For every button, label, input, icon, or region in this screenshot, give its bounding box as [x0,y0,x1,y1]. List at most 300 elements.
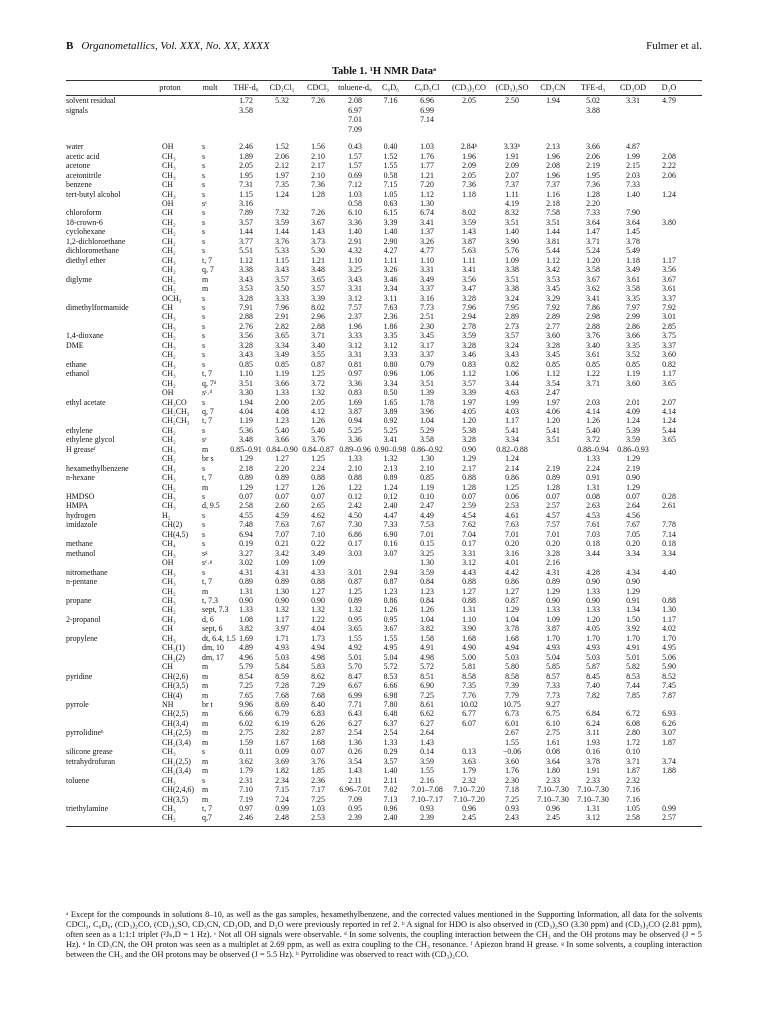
shift-cell: 7.16 [626,794,640,804]
shift-cell [653,587,685,596]
shift-cell: 1.88 [662,766,676,776]
table-row [66,284,702,293]
shift-cell: 0.20 [546,539,560,549]
shift-cell: 5.01 [348,652,362,662]
shift-cell: 1.20 [586,614,600,624]
shift-cell: 3.57 [239,217,253,227]
row-pad [685,416,702,425]
shift-cell: 3.92 [626,624,640,634]
table-row [66,96,702,106]
shift-cell: 7.15 [275,785,289,795]
shift-cell: 1.96 [546,151,560,161]
shift-cell [491,106,533,115]
compound-cell: imidazole [66,520,98,530]
shift-cell: 2.91 [348,236,362,246]
shift-cell: 2.12 [275,161,289,171]
shift-cell: 4.96 [239,652,253,662]
row-pad [685,709,702,718]
shift-cell: 4.62 [311,510,325,520]
shift-cell: 3.01 [348,567,362,577]
shift-cell: 7.35 [462,681,476,691]
shift-cell: 7.13 [383,794,398,804]
shift-cell: 7.90 [626,208,640,218]
proton-cell: CH₃ [162,444,176,454]
column-header: CDCl₃ [300,81,336,96]
shift-cell: 1.95 [586,170,600,180]
shift-cell: 2.33 [546,775,560,785]
shift-cell: 2.11 [383,775,398,785]
shift-cell: 3.59 [462,331,476,341]
row-pad [685,643,702,652]
mult-cell [192,125,228,134]
mult-cell: sᶜ [202,198,208,208]
shift-cell: 2.30 [505,775,519,785]
shift-cell [374,558,407,567]
mult-cell: s [202,246,206,256]
shift-cell: 7.96 [462,302,476,312]
mult-cell: s [202,425,206,435]
shift-cell: 3.58 [626,284,640,294]
mult-cell: s [202,180,206,190]
shift-cell: 1.70 [586,633,600,643]
shift-cell: 0.84–0.90 [266,444,298,454]
proton-cell: CH₃ [162,340,176,350]
shift-cell: 3.71 [586,378,600,388]
shift-cell: 3.51 [239,378,253,388]
row-pad [685,331,702,340]
shift-cell: 0.91 [626,596,640,606]
shift-cell [653,199,685,208]
shift-cell: 1.04 [420,614,434,624]
row-pad [685,681,702,690]
row-pad [685,464,702,473]
shift-cell: 3.66 [275,435,289,445]
shift-cell: 1.30 [420,454,434,464]
shift-cell: 1.87 [626,766,640,776]
shift-cell: 7.96 [275,302,289,312]
compound-cell [66,624,148,633]
shift-cell: 3.39 [383,217,398,227]
shift-cell: 6.96–7.01 [339,785,371,795]
shift-cell: 0.63 [383,198,398,208]
shift-cell: 7.01 [505,529,519,539]
table-row [66,237,702,246]
mult-cell: sept, 7.3 [202,605,229,615]
mult-cell: s [202,747,206,757]
shift-cell: 3.33 [275,293,289,303]
mult-cell [192,115,228,124]
proton-cell: CH [162,208,173,218]
shift-cell: 4.31 [239,567,253,577]
shift-cell: 1.97 [462,397,476,407]
shift-cell: 1.30 [275,586,289,596]
shift-cell: 5.40 [311,425,325,435]
table-row [66,605,702,614]
shift-cell: 3.31 [348,284,362,294]
shift-cell [653,106,685,115]
shift-cell: 0.10 [420,492,434,502]
row-pad [685,379,702,388]
shift-cell: 0.85 [626,359,640,369]
table-row [66,180,702,189]
compound-cell: tetrahydrofuran [66,756,116,766]
shift-cell: 1.19 [275,369,289,379]
shift-cell: 3.82 [420,624,434,634]
compound-cell: n-pentane [66,577,98,587]
shift-cell: 1.17 [505,416,519,426]
compound-cell [66,350,148,359]
shift-cell: 7.76 [462,690,476,700]
shift-cell: 0.19 [239,539,253,549]
shift-cell: 3.49 [626,265,640,275]
shift-cell: 2.90 [383,236,398,246]
mult-cell: m [202,718,209,728]
shift-cell: 7.33 [383,520,398,530]
shift-cell: 8.53 [626,671,640,681]
shift-cell: 1.57 [348,151,362,161]
shift-cell: 7.16 [383,96,398,106]
proton-cell [148,106,192,115]
compound-cell [66,587,148,596]
shift-cell: 0.79 [420,359,434,369]
shift-cell [653,464,685,473]
shift-cell: 0.93 [420,803,434,813]
shift-cell [653,700,685,709]
row-pad [685,237,702,246]
compound-cell: 2-propanol [66,614,101,624]
mult-cell: s [202,236,206,246]
table-row [66,227,702,236]
table-row [66,719,702,728]
shift-cell: 4.56 [626,510,640,520]
compound-cell: signals [66,105,88,115]
proton-cell: CH₃ [162,359,176,369]
table-row [66,398,702,407]
shift-cell: 1.11 [505,189,519,199]
shift-cell: 2.01 [626,397,640,407]
shift-cell: 3.75 [662,331,676,341]
shift-cell: 3.36 [348,435,362,445]
shift-cell: 5.49 [626,246,640,256]
shift-cell: 2.39 [336,813,374,826]
proton-cell: CH₂(2) [162,652,185,662]
shift-cell: 1.55 [383,161,398,171]
shift-cell: 7.02 [383,785,398,795]
shift-cell: 3.40 [586,340,600,350]
shift-cell: 7.37 [546,180,560,190]
mult-cell: m [202,671,209,681]
shift-cell: 3.28 [239,340,253,350]
mult-cell: q, 7 [202,265,214,275]
table-title: Table 1. ¹H NMR Dataᵃ [331,66,437,77]
shift-cell: 3.60 [505,756,519,766]
row-pad [685,171,702,180]
shift-cell: 1.28 [546,482,560,492]
shift-cell: 7.44 [626,681,640,691]
shift-cell: 3.97 [275,624,289,634]
shift-cell: 1.25 [348,586,362,596]
shift-cell: 4.94 [505,643,519,653]
shift-cell: 1.68 [311,737,325,747]
shift-cell: 2.82 [275,321,289,331]
table-row [66,218,702,227]
compound-cell: pyrrolidineʰ [66,728,104,738]
shift-cell: 1.33 [546,605,560,615]
shift-cell: 0.80 [383,359,398,369]
shift-cell: 2.06 [586,151,600,161]
shift-cell: 7.33 [626,180,640,190]
row-pad [685,691,702,700]
proton-cell: CH₂(2,5) [162,756,191,766]
proton-cell [148,96,192,106]
shift-cell: 5.81 [462,662,476,672]
shift-cell: 0.86 [505,577,519,587]
table-row [66,700,702,709]
table-row [66,125,702,134]
compound-cell: ethane [66,359,87,369]
shift-cell: 0.89–0.96 [339,444,371,454]
shift-cell: 1.23 [420,586,434,596]
shift-cell: 1.32 [311,605,325,615]
column-header: (CD₃)₂CO [447,81,491,96]
compound-cell [66,691,148,700]
shift-cell: 4.87 [626,142,640,152]
shift-cell: 0.07 [311,747,325,757]
table-row [66,558,702,567]
row-pad [685,312,702,321]
shift-cell: 7.36 [311,180,325,190]
compound-cell: hexamethylbenzene [66,463,129,473]
mult-cell: s [202,189,206,199]
shift-cell: 2.32 [462,775,476,785]
shift-cell: 0.50 [383,388,398,398]
shift-cell: 2.82 [275,728,289,738]
shift-cell: 7.92 [662,302,676,312]
shift-cell: 1.30 [420,198,434,208]
shift-cell: 1.27 [311,586,325,596]
proton-cell: CH [162,180,173,190]
shift-cell: 3.51 [546,435,560,445]
shift-cell [533,115,573,124]
shift-cell: 7.58 [546,208,560,218]
row-pad [685,190,702,199]
shift-cell: 1.06 [505,369,519,379]
shift-cell: 2.98 [586,312,600,322]
shift-cell: 0.88 [462,473,476,483]
shift-cell: 1.24 [626,416,640,426]
shift-cell: 3.31 [348,350,362,360]
shift-cell [533,454,573,463]
shift-cell: 2.03 [626,170,640,180]
shift-cell [407,125,447,134]
mult-cell: m [202,586,209,596]
shift-cell: 0.90 [311,596,325,606]
shift-cell: 3.77 [239,236,253,246]
mult-cell: s [202,293,206,303]
shift-cell: 4.59 [275,510,289,520]
shift-cell: 3.48 [311,265,325,275]
table-row [66,653,702,662]
shift-cell: 1.32 [275,605,289,615]
shift-cell: 0.82–0.88 [496,444,528,454]
shift-cell: 2.47 [420,501,434,511]
shift-cell [653,795,685,804]
mult-cell: m [202,444,209,454]
mult-cell: m [202,709,209,719]
shift-cell: 7.45 [662,681,676,691]
shift-cell: 5.82 [626,662,640,672]
row-pad [685,199,702,208]
shift-cell: 7.10–7.30 [577,785,609,795]
shift-cell: 2.54 [383,728,398,738]
shift-cell: 3.87 [546,624,560,634]
shift-cell: 4.94 [311,643,325,653]
proton-cell: CH₃ [162,369,176,379]
compound-cell: 1,4-dioxane [66,331,104,341]
compound-cell [66,322,148,331]
shift-cell: 6.07 [462,718,476,728]
shift-cell: 1.40 [348,227,362,237]
table-row [66,416,702,425]
shift-cell: 1.29 [239,482,253,492]
shift-cell: 2.13 [383,463,398,473]
shift-cell: 5.76 [505,246,519,256]
table-body [66,96,702,826]
shift-cell: 6.99 [420,105,434,115]
shift-cell: 1.26 [420,605,434,615]
shift-cell: 2.05 [462,170,476,180]
proton-cell: CH₃ [162,170,176,180]
shift-cell [374,115,407,124]
mult-cell: s [202,529,206,539]
shift-cell: 1.33 [586,605,600,615]
shift-cell: 6.27 [420,718,434,728]
column-header: CD₃CN [533,81,573,96]
shift-cell: 1.87 [662,737,676,747]
shift-cell: 0.91 [586,473,600,483]
shift-cell: 0.88 [462,577,476,587]
shift-cell: 2.10 [420,463,434,473]
shift-cell: 1.18 [462,189,476,199]
shift-cell: 6.01 [505,718,519,728]
shift-cell: 6.79 [275,709,289,719]
shift-cell: 1.25 [311,369,325,379]
shift-cell [228,115,264,124]
compound-cell [66,416,148,425]
shift-cell: 3.65 [662,435,676,445]
shift-cell: 3.36 [348,217,362,227]
shift-cell: 1.10 [420,255,434,265]
journal-name: Organometallics, Vol. XXX, No. XX, XXXX [81,40,270,52]
shift-cell: 1.70 [626,633,640,643]
shift-cell: 0.88 [462,596,476,606]
compound-cell [66,115,148,124]
table-row [66,190,702,199]
row-pad [685,776,702,785]
shift-cell: 0.90–0.98 [374,444,407,454]
shift-cell: 2.88 [586,321,600,331]
compound-cell [66,643,148,652]
proton-cell: OH [162,558,174,568]
shift-cell: 6.48 [383,709,398,719]
shift-cell: 1.43 [420,737,434,747]
proton-cell: CH₂ [162,331,176,341]
shift-cell: 0.90 [546,596,560,606]
shift-cell: 5.87 [586,662,600,672]
column-header: CD₂Cl₂ [264,81,300,96]
shift-cell: 0.86 [505,473,519,483]
shift-cell: 2.64 [626,501,640,511]
shift-cell: 0.89 [383,473,398,483]
shift-cell: 5.03 [275,652,289,662]
table-row [66,388,702,397]
shift-cell [447,738,491,747]
row-pad [685,813,702,826]
column-header: (CD₃)₂SO [491,81,533,96]
shift-cell: 2.10 [311,151,325,161]
shift-cell: 1.33 [586,454,600,464]
shift-cell: 6.73 [505,709,519,719]
shift-cell: 3.58 [586,265,600,275]
shift-cell: 3.66 [275,378,289,388]
shift-cell: 5.01 [626,652,640,662]
compound-cell [66,766,148,775]
row-pad [685,804,702,813]
shift-cell: 3.41 [462,265,476,275]
shift-cell: 6.15 [383,208,398,218]
shift-cell: 5.40 [275,425,289,435]
shift-cell: 7.26 [311,208,325,218]
table-row [66,331,702,340]
shift-cell: 1.15 [239,189,253,199]
shift-cell [533,445,573,454]
shift-cell: 2.46 [239,142,253,152]
shift-cell: 1.21 [311,255,325,265]
shift-cell: 3.37 [662,293,676,303]
shift-cell: 7.91 [239,302,253,312]
mult-cell: s [202,775,206,785]
shift-cell: 0.86 [383,596,398,606]
shift-cell: 3.35 [383,331,398,341]
proton-cell: CH₃ [162,747,176,757]
table-row [66,738,702,747]
shift-cell: 7.19 [239,794,253,804]
shift-cell: 3.40 [311,340,325,350]
shift-cell: 3.35 [626,293,640,303]
shift-cell: 3.67 [383,624,398,634]
shift-cell [653,227,685,236]
shift-cell: 1.12 [239,255,253,265]
mult-cell: s [202,142,206,152]
table-row [66,813,702,826]
shift-cell: 0.90 [275,596,289,606]
shift-cell: 3.34 [662,548,676,558]
shift-cell: 1.99 [626,151,640,161]
shift-cell: 4.40 [662,567,676,577]
shift-cell: 3.43 [505,350,519,360]
proton-cell: CH₂ [162,227,176,237]
shift-cell: 3.33ᵇ [503,142,521,152]
shift-cell [653,246,685,255]
shift-cell: 1.09 [505,255,519,265]
shift-cell: 1.73 [311,633,325,643]
shift-cell: 0.87 [505,596,519,606]
shift-cell: 4.93 [275,643,289,653]
shift-cell: 0.87 [311,359,325,369]
row-pad [685,719,702,728]
shift-cell: 2.89 [505,312,519,322]
shift-cell: 1.27 [462,586,476,596]
